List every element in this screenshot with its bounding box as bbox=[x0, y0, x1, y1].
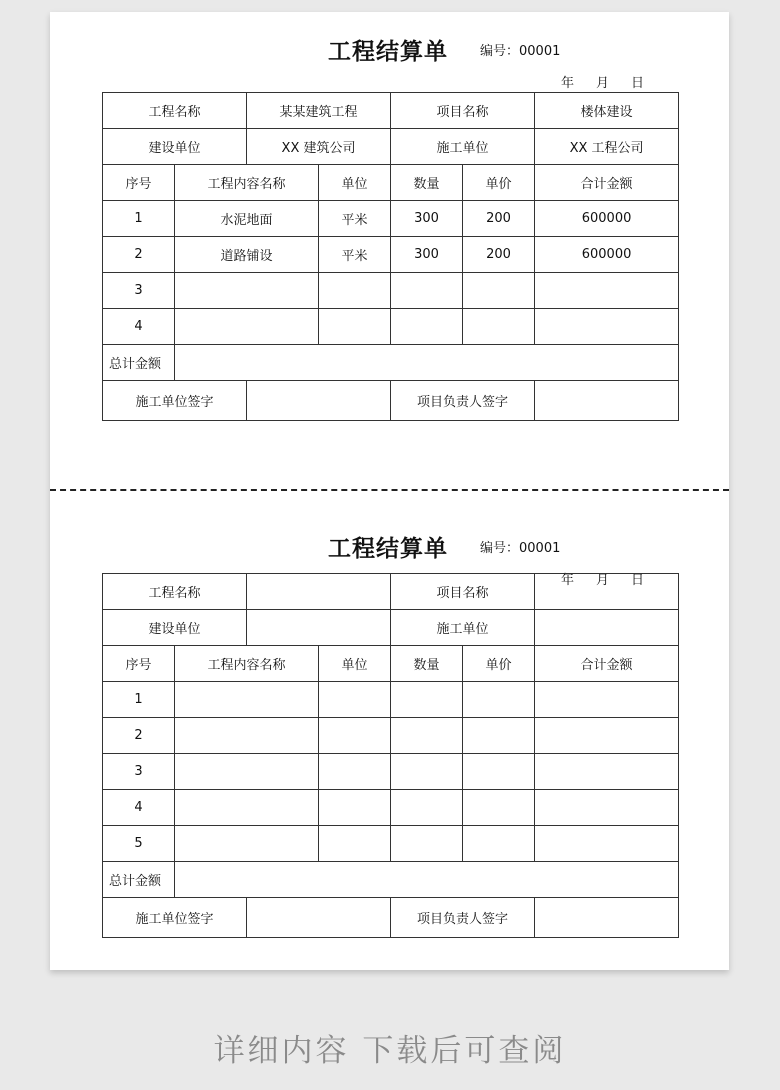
info-value-cell[interactable]: XX 建筑公司 bbox=[247, 129, 391, 165]
item-cell: 1 bbox=[103, 201, 175, 237]
item-cell[interactable] bbox=[319, 273, 391, 309]
item-cell[interactable] bbox=[319, 309, 391, 345]
info-value-cell[interactable]: XX 工程公司 bbox=[535, 129, 679, 165]
signature-field[interactable] bbox=[535, 381, 679, 421]
column-header: 数量 bbox=[391, 646, 463, 682]
item-header-row bbox=[103, 646, 679, 682]
signature-label: 项目负责人签字 bbox=[391, 898, 535, 938]
item-cell[interactable] bbox=[175, 826, 319, 862]
item-row bbox=[103, 790, 679, 826]
item-cell[interactable] bbox=[319, 682, 391, 718]
settlement-table bbox=[102, 92, 679, 421]
item-cell[interactable] bbox=[535, 718, 679, 754]
info-label-cell: 施工单位 bbox=[391, 129, 535, 165]
item-cell[interactable]: 200 bbox=[463, 201, 535, 237]
item-cell[interactable] bbox=[175, 754, 319, 790]
date-label: 月 bbox=[596, 76, 610, 91]
total-row bbox=[103, 862, 679, 898]
item-cell[interactable] bbox=[463, 790, 535, 826]
signature-label: 项目负责人签字 bbox=[391, 381, 535, 421]
item-cell[interactable] bbox=[391, 273, 463, 309]
column-header: 单位 bbox=[319, 165, 391, 201]
item-cell: 1 bbox=[103, 682, 175, 718]
date-label: 年 bbox=[561, 76, 575, 91]
item-cell: 4 bbox=[103, 790, 175, 826]
item-cell[interactable] bbox=[175, 790, 319, 826]
column-header: 工程内容名称 bbox=[175, 646, 319, 682]
column-header: 合计金额 bbox=[535, 165, 679, 201]
info-row bbox=[103, 129, 679, 165]
signature-row bbox=[103, 898, 679, 938]
item-cell[interactable] bbox=[391, 754, 463, 790]
column-header: 序号 bbox=[103, 646, 175, 682]
item-cell[interactable] bbox=[319, 790, 391, 826]
item-cell: 2 bbox=[103, 237, 175, 273]
column-header: 序号 bbox=[103, 165, 175, 201]
date-label: 日 bbox=[631, 76, 645, 91]
item-cell[interactable]: 600000 bbox=[535, 237, 679, 273]
total-label: 总计金额 bbox=[103, 345, 175, 381]
item-cell[interactable] bbox=[391, 718, 463, 754]
date-label: 年 bbox=[561, 573, 575, 588]
info-value-cell[interactable]: 某某建筑工程 bbox=[247, 93, 391, 129]
info-row bbox=[103, 574, 679, 610]
item-cell[interactable] bbox=[391, 790, 463, 826]
item-row bbox=[103, 682, 679, 718]
item-cell: 2 bbox=[103, 718, 175, 754]
column-header: 工程内容名称 bbox=[175, 165, 319, 201]
item-cell[interactable]: 300 bbox=[391, 201, 463, 237]
item-cell[interactable] bbox=[319, 718, 391, 754]
item-cell[interactable] bbox=[463, 826, 535, 862]
column-header: 合计金额 bbox=[535, 646, 679, 682]
item-row bbox=[103, 754, 679, 790]
info-label-cell: 项目名称 bbox=[391, 574, 535, 610]
date-label: 月 bbox=[596, 573, 610, 588]
item-row bbox=[103, 718, 679, 754]
item-cell[interactable] bbox=[535, 790, 679, 826]
signature-label: 施工单位签字 bbox=[103, 898, 247, 938]
column-header: 数量 bbox=[391, 165, 463, 201]
item-cell[interactable] bbox=[463, 273, 535, 309]
form-title: 工程结算单 bbox=[328, 39, 448, 65]
item-cell[interactable] bbox=[535, 682, 679, 718]
item-cell[interactable] bbox=[535, 273, 679, 309]
item-cell[interactable] bbox=[175, 718, 319, 754]
item-header-row bbox=[103, 165, 679, 201]
signature-row bbox=[103, 381, 679, 421]
item-cell[interactable] bbox=[175, 309, 319, 345]
item-cell: 3 bbox=[103, 754, 175, 790]
item-cell[interactable] bbox=[463, 309, 535, 345]
info-value-cell[interactable] bbox=[247, 574, 391, 610]
info-value-cell[interactable] bbox=[535, 610, 679, 646]
info-value-cell[interactable] bbox=[535, 574, 679, 610]
item-cell[interactable] bbox=[175, 273, 319, 309]
serial-number: 编号：00001 bbox=[480, 541, 561, 556]
item-cell[interactable]: 600000 bbox=[535, 201, 679, 237]
serial-number: 编号：00001 bbox=[480, 44, 561, 59]
signature-label: 施工单位签字 bbox=[103, 381, 247, 421]
info-value-cell[interactable]: 楼体建设 bbox=[535, 93, 679, 129]
date-field bbox=[561, 72, 666, 91]
item-cell[interactable] bbox=[175, 682, 319, 718]
item-cell[interactable] bbox=[463, 754, 535, 790]
total-row bbox=[103, 345, 679, 381]
column-header: 单价 bbox=[463, 165, 535, 201]
item-cell[interactable] bbox=[535, 826, 679, 862]
item-cell[interactable] bbox=[535, 754, 679, 790]
item-cell[interactable] bbox=[319, 826, 391, 862]
signature-field[interactable] bbox=[247, 898, 391, 938]
info-value-cell[interactable] bbox=[247, 610, 391, 646]
info-label-cell: 项目名称 bbox=[391, 93, 535, 129]
item-row bbox=[103, 309, 679, 345]
item-row bbox=[103, 201, 679, 237]
total-value-cell[interactable] bbox=[175, 862, 679, 898]
info-label-cell: 施工单位 bbox=[391, 610, 535, 646]
item-cell[interactable]: 平米 bbox=[319, 201, 391, 237]
footer-notice: 详细内容 下载后可查阅 bbox=[213, 1033, 567, 1069]
item-cell[interactable]: 200 bbox=[463, 237, 535, 273]
item-cell[interactable] bbox=[463, 718, 535, 754]
column-header: 单位 bbox=[319, 646, 391, 682]
item-cell[interactable] bbox=[319, 754, 391, 790]
item-cell[interactable]: 300 bbox=[391, 237, 463, 273]
item-cell[interactable] bbox=[391, 826, 463, 862]
form-title: 工程结算单 bbox=[328, 536, 448, 562]
item-cell[interactable] bbox=[463, 682, 535, 718]
total-value-cell[interactable] bbox=[175, 345, 679, 381]
item-cell: 4 bbox=[103, 309, 175, 345]
item-cell[interactable]: 平米 bbox=[319, 237, 391, 273]
item-cell[interactable]: 水泥地面 bbox=[175, 201, 319, 237]
info-label-cell: 工程名称 bbox=[103, 93, 247, 129]
column-header: 单价 bbox=[463, 646, 535, 682]
item-cell: 3 bbox=[103, 273, 175, 309]
item-row bbox=[103, 237, 679, 273]
info-label-cell: 建设单位 bbox=[103, 610, 247, 646]
settlement-table bbox=[102, 573, 679, 938]
info-row bbox=[103, 610, 679, 646]
item-cell: 5 bbox=[103, 826, 175, 862]
item-row bbox=[103, 273, 679, 309]
item-cell[interactable] bbox=[535, 309, 679, 345]
date-label: 日 bbox=[631, 573, 645, 588]
info-label-cell: 建设单位 bbox=[103, 129, 247, 165]
item-cell[interactable]: 道路铺设 bbox=[175, 237, 319, 273]
item-cell[interactable] bbox=[391, 682, 463, 718]
item-cell[interactable] bbox=[391, 309, 463, 345]
cut-line-divider bbox=[50, 489, 729, 491]
signature-field[interactable] bbox=[247, 381, 391, 421]
signature-field[interactable] bbox=[535, 898, 679, 938]
info-label-cell: 工程名称 bbox=[103, 574, 247, 610]
item-row bbox=[103, 826, 679, 862]
total-label: 总计金额 bbox=[103, 862, 175, 898]
info-row bbox=[103, 93, 679, 129]
